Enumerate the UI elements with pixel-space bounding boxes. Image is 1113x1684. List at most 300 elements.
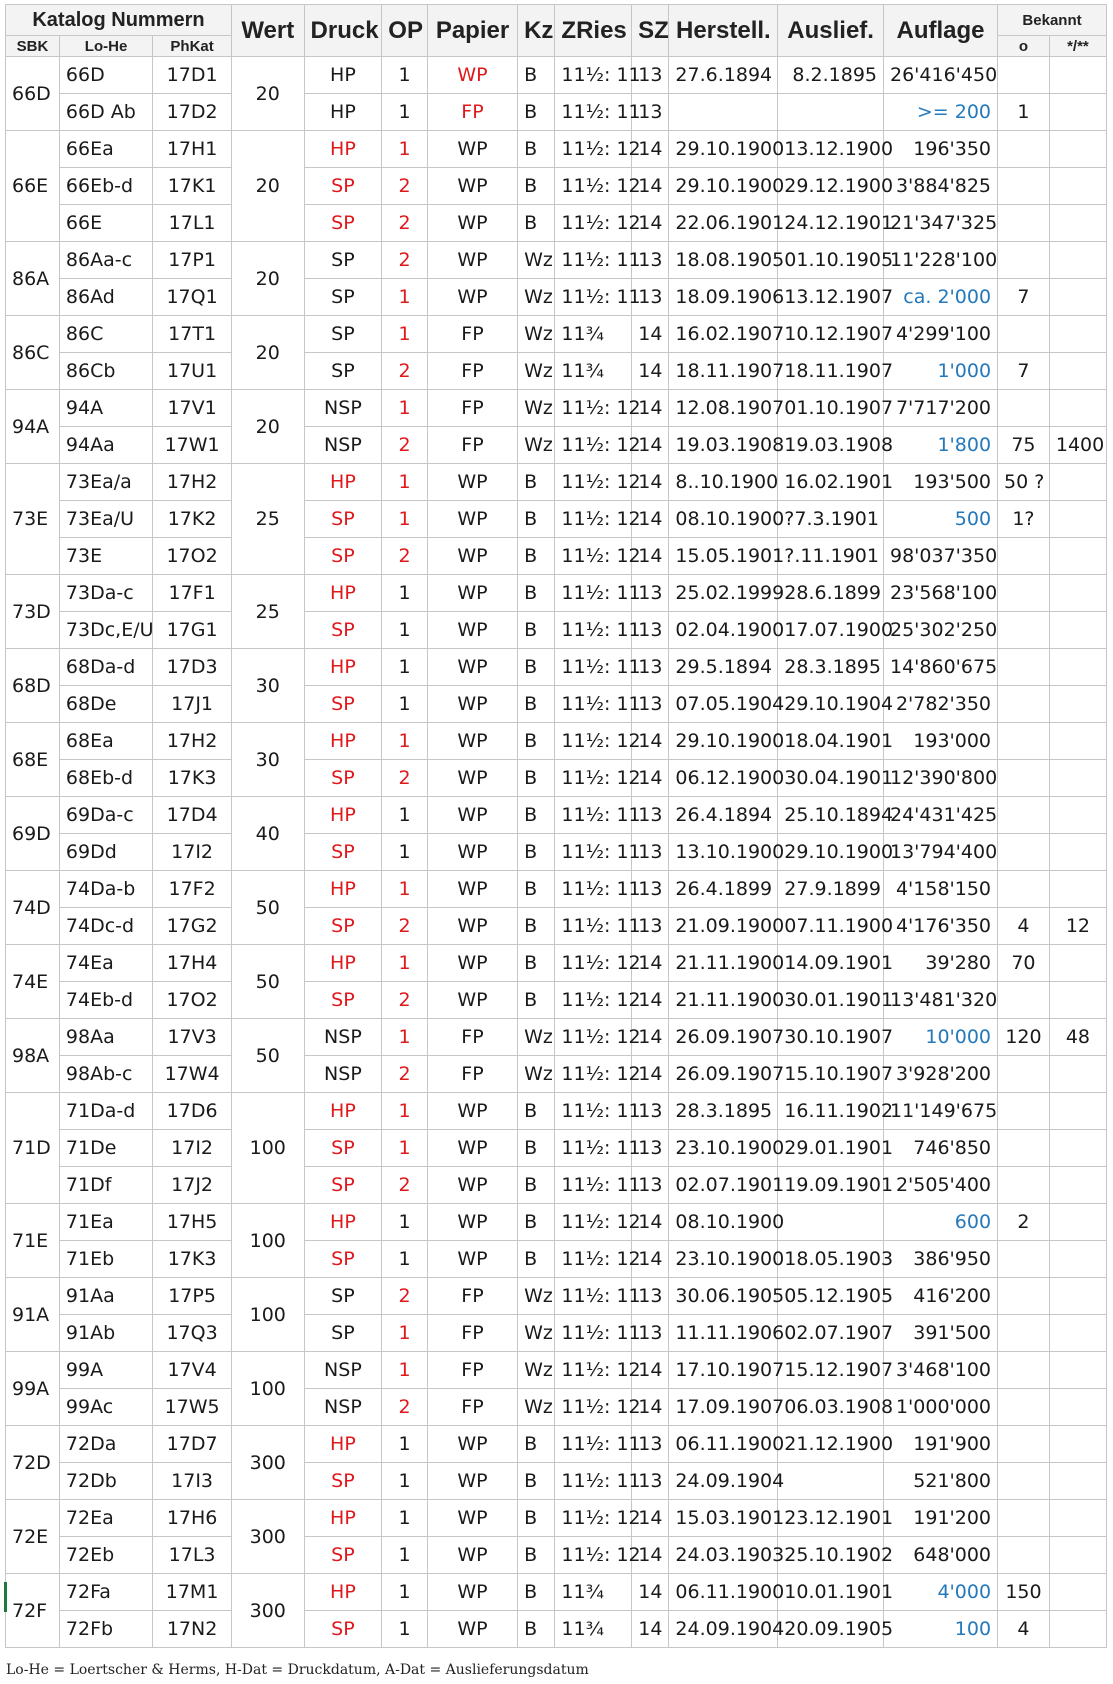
- papier-cell: WP: [427, 612, 517, 649]
- kz-cell: B: [518, 834, 555, 871]
- sz-cell: 14: [632, 1241, 669, 1278]
- kz-cell: B: [518, 1204, 555, 1241]
- wert-cell: 50: [231, 1019, 304, 1093]
- lohe-cell: 86Aa-c: [59, 242, 152, 279]
- bekannt-cell: 4: [998, 908, 1050, 945]
- bekannt-cell: 1?: [998, 501, 1050, 538]
- kz-cell: Wz: [518, 279, 555, 316]
- auslief-cell: 18.05.1903: [778, 1241, 884, 1278]
- kz-cell: B: [518, 723, 555, 760]
- wert-cell: 20: [231, 57, 304, 131]
- herstell-cell: 25.02.1999: [669, 575, 778, 612]
- sbk-cell: 71D: [6, 1093, 60, 1204]
- druck-cell: SP: [304, 1611, 382, 1648]
- table-row: [6, 1167, 1107, 1204]
- bekannt-cell: [998, 1130, 1050, 1167]
- druck-cell: SP: [304, 1537, 382, 1574]
- lohe-cell: 68De: [59, 686, 152, 723]
- op-cell: 1: [382, 1537, 428, 1574]
- stars-cell: [1049, 686, 1106, 723]
- sz-cell: 14: [632, 760, 669, 797]
- table-row: [6, 908, 1107, 945]
- druck-cell: SP: [304, 908, 382, 945]
- druck-cell: NSP: [304, 1056, 382, 1093]
- op-cell: 1: [382, 131, 428, 168]
- auslief-cell: 30.01.1901: [778, 982, 884, 1019]
- herstell-cell: 8..10.1900: [669, 464, 778, 501]
- auslief-cell: 02.07.1907: [778, 1315, 884, 1352]
- sbk-header: SBK: [6, 36, 60, 57]
- zries-cell: 11½: 12: [555, 1204, 632, 1241]
- sz-cell: 14: [632, 1056, 669, 1093]
- zries-cell: 11½: 11: [555, 1426, 632, 1463]
- druck-cell: SP: [304, 205, 382, 242]
- zries-cell: 11½: 12: [555, 464, 632, 501]
- herstell-cell: 21.11.1900: [669, 945, 778, 982]
- kz-cell: B: [518, 649, 555, 686]
- sz-cell: 14: [632, 464, 669, 501]
- bekannt-cell: [998, 1315, 1050, 1352]
- lohe-cell: 72Eb: [59, 1537, 152, 1574]
- sbk-cell: 86A: [6, 242, 60, 316]
- herstell-cell: 29.10.1900: [669, 131, 778, 168]
- auslief-cell: 07.11.1900: [778, 908, 884, 945]
- papier-cell: WP: [427, 168, 517, 205]
- table-row: [6, 427, 1107, 464]
- phkat-cell: 17H5: [153, 1204, 232, 1241]
- zries-cell: 11½: 11: [555, 1278, 632, 1315]
- sbk-cell: 66D: [6, 57, 60, 131]
- bekannt-cell: [998, 316, 1050, 353]
- papier-cell: WP: [427, 1093, 517, 1130]
- sz-cell: 13: [632, 908, 669, 945]
- lohe-cell: 72Db: [59, 1463, 152, 1500]
- phkat-cell: 17V4: [153, 1352, 232, 1389]
- auflage-cell: 1'800: [884, 427, 998, 464]
- zries-cell: 11½: 11: [555, 686, 632, 723]
- stars-cell: [1049, 464, 1106, 501]
- kz-cell: Wz: [518, 390, 555, 427]
- auslief-cell: 25.10.1894: [778, 797, 884, 834]
- druck-cell: NSP: [304, 427, 382, 464]
- papier-cell: FP: [427, 1019, 517, 1056]
- bekannt-cell: [998, 205, 1050, 242]
- stars-cell: [1049, 1352, 1106, 1389]
- auflage-cell: 11'149'675: [884, 1093, 998, 1130]
- sbk-cell: 66E: [6, 131, 60, 242]
- zries-header: ZRies: [555, 5, 632, 57]
- sz-cell: 14: [632, 1389, 669, 1426]
- op-cell: 2: [382, 1056, 428, 1093]
- phkat-cell: 17L3: [153, 1537, 232, 1574]
- herstell-cell: 26.4.1899: [669, 871, 778, 908]
- kz-cell: B: [518, 1167, 555, 1204]
- wert-cell: 300: [231, 1574, 304, 1648]
- kz-cell: B: [518, 612, 555, 649]
- papier-cell: FP: [427, 353, 517, 390]
- phkat-cell: 17F1: [153, 575, 232, 612]
- auslief-cell: 19.03.1908: [778, 427, 884, 464]
- druck-cell: NSP: [304, 1019, 382, 1056]
- lohe-cell: 94A: [59, 390, 152, 427]
- auflage-cell: 386'950: [884, 1241, 998, 1278]
- bekannt-cell: 120: [998, 1019, 1050, 1056]
- lohe-cell: 73Da-c: [59, 575, 152, 612]
- druck-cell: NSP: [304, 1352, 382, 1389]
- lohe-cell: 66E: [59, 205, 152, 242]
- auflage-cell: 3'928'200: [884, 1056, 998, 1093]
- bekannt-cell: 7: [998, 279, 1050, 316]
- table-row: [6, 1537, 1107, 1574]
- phkat-cell: 17Q3: [153, 1315, 232, 1352]
- druck-header: Druck: [304, 5, 382, 57]
- table-row: [6, 57, 1107, 94]
- lohe-cell: 99A: [59, 1352, 152, 1389]
- sz-cell: 13: [632, 871, 669, 908]
- table-row: [6, 575, 1107, 612]
- papier-cell: FP: [427, 427, 517, 464]
- papier-cell: WP: [427, 797, 517, 834]
- table-row: [6, 1352, 1107, 1389]
- sz-cell: 14: [632, 353, 669, 390]
- sz-cell: 14: [632, 1204, 669, 1241]
- zries-cell: 11½: 12: [555, 1500, 632, 1537]
- bekannt-cell: 150: [998, 1574, 1050, 1611]
- auflage-cell: 193'000: [884, 723, 998, 760]
- sz-cell: 14: [632, 390, 669, 427]
- auflage-cell: 500: [884, 501, 998, 538]
- zries-cell: 11½: 11: [555, 1463, 632, 1500]
- auslief-cell: 01.10.1905: [778, 242, 884, 279]
- bekannt-cell: [998, 1167, 1050, 1204]
- auflage-cell: >= 200: [884, 94, 998, 131]
- sbk-cell: 68E: [6, 723, 60, 797]
- phkat-cell: 17H2: [153, 464, 232, 501]
- auflage-cell: 39'280: [884, 945, 998, 982]
- op-cell: 2: [382, 1389, 428, 1426]
- stars-cell: [1049, 945, 1106, 982]
- zries-cell: 11½: 12: [555, 168, 632, 205]
- papier-cell: WP: [427, 1611, 517, 1648]
- table-row: [6, 797, 1107, 834]
- auflage-cell: 98'037'350: [884, 538, 998, 575]
- sz-cell: 14: [632, 723, 669, 760]
- herstell-cell: 15.05.1901: [669, 538, 778, 575]
- lohe-cell: 68Ea: [59, 723, 152, 760]
- druck-cell: HP: [304, 94, 382, 131]
- herstell-cell: 23.10.1900: [669, 1130, 778, 1167]
- op-cell: 2: [382, 982, 428, 1019]
- op-cell: 2: [382, 760, 428, 797]
- phkat-cell: 17V1: [153, 390, 232, 427]
- op-cell: 1: [382, 834, 428, 871]
- table-row: [6, 1500, 1107, 1537]
- phkat-cell: 17I2: [153, 834, 232, 871]
- auslief-cell: 20.09.1905: [778, 1611, 884, 1648]
- auflage-cell: 191'200: [884, 1500, 998, 1537]
- lohe-cell: 71De: [59, 1130, 152, 1167]
- auslief-cell: 29.01.1901: [778, 1130, 884, 1167]
- sbk-cell: 86C: [6, 316, 60, 390]
- table-row: [6, 131, 1107, 168]
- wert-header: Wert: [231, 5, 304, 57]
- zries-cell: 11½: 12: [555, 501, 632, 538]
- papier-cell: WP: [427, 834, 517, 871]
- stars-cell: [1049, 1315, 1106, 1352]
- wert-cell: 300: [231, 1426, 304, 1500]
- auflage-cell: 10'000: [884, 1019, 998, 1056]
- phkat-cell: 17H4: [153, 945, 232, 982]
- bekannt-cell: [998, 575, 1050, 612]
- sz-cell: 13: [632, 279, 669, 316]
- bekannt-cell: [998, 723, 1050, 760]
- sbk-cell: 72F: [6, 1574, 60, 1648]
- auflage-cell: 4'299'100: [884, 316, 998, 353]
- op-cell: 1: [382, 575, 428, 612]
- phkat-cell: 17Q1: [153, 279, 232, 316]
- table-row: [6, 1056, 1107, 1093]
- auflage-cell: 521'800: [884, 1463, 998, 1500]
- papier-cell: WP: [427, 575, 517, 612]
- op-cell: 1: [382, 1019, 428, 1056]
- table-row: [6, 1574, 1107, 1611]
- sz-cell: 14: [632, 1500, 669, 1537]
- lohe-cell: 69Dd: [59, 834, 152, 871]
- papier-header: Papier: [427, 5, 517, 57]
- lohe-cell: 74Dc-d: [59, 908, 152, 945]
- phkat-cell: 17J1: [153, 686, 232, 723]
- wert-cell: 50: [231, 945, 304, 1019]
- herstell-header: Herstell.: [669, 5, 778, 57]
- bekannt-o-header: o: [998, 36, 1050, 57]
- phkat-header: PhKat: [153, 36, 232, 57]
- sz-cell: 14: [632, 1574, 669, 1611]
- op-cell: 1: [382, 279, 428, 316]
- op-cell: 2: [382, 538, 428, 575]
- papier-cell: WP: [427, 538, 517, 575]
- op-cell: 1: [382, 871, 428, 908]
- wert-cell: 40: [231, 797, 304, 871]
- zries-cell: 11½: 11: [555, 908, 632, 945]
- papier-cell: WP: [427, 57, 517, 94]
- op-cell: 1: [382, 390, 428, 427]
- papier-cell: WP: [427, 1204, 517, 1241]
- papier-cell: WP: [427, 1537, 517, 1574]
- wert-cell: 25: [231, 464, 304, 575]
- op-cell: 2: [382, 353, 428, 390]
- table-row: [6, 982, 1107, 1019]
- stars-cell: [1049, 871, 1106, 908]
- druck-cell: SP: [304, 1167, 382, 1204]
- auflage-cell: 193'500: [884, 464, 998, 501]
- auslief-cell: 27.9.1899: [778, 871, 884, 908]
- herstell-cell: 22.06.1901: [669, 205, 778, 242]
- lohe-cell: 74Eb-d: [59, 982, 152, 1019]
- sz-cell: 13: [632, 1130, 669, 1167]
- zries-cell: 11½: 11: [555, 871, 632, 908]
- druck-cell: HP: [304, 464, 382, 501]
- auslief-cell: ?.11.1901: [778, 538, 884, 575]
- op-cell: 1: [382, 1463, 428, 1500]
- wert-cell: 20: [231, 390, 304, 464]
- stars-cell: [1049, 279, 1106, 316]
- kz-cell: B: [518, 908, 555, 945]
- lohe-cell: 72Ea: [59, 1500, 152, 1537]
- stars-cell: [1049, 168, 1106, 205]
- sz-cell: 13: [632, 649, 669, 686]
- auflage-cell: 24'431'425: [884, 797, 998, 834]
- phkat-cell: 17V3: [153, 1019, 232, 1056]
- auflage-cell: 2'505'400: [884, 1167, 998, 1204]
- auflage-cell: 3'884'825: [884, 168, 998, 205]
- stars-header: */**: [1049, 36, 1106, 57]
- kz-cell: B: [518, 760, 555, 797]
- auslief-cell: 16.11.1902: [778, 1093, 884, 1130]
- bekannt-cell: [998, 1537, 1050, 1574]
- phkat-cell: 17L1: [153, 205, 232, 242]
- kz-cell: B: [518, 1537, 555, 1574]
- stars-cell: [1049, 1500, 1106, 1537]
- druck-cell: SP: [304, 612, 382, 649]
- stars-cell: [1049, 1574, 1106, 1611]
- auflage-cell: 13'794'400: [884, 834, 998, 871]
- sz-cell: 14: [632, 205, 669, 242]
- sbk-cell: 91A: [6, 1278, 60, 1352]
- herstell-cell: 02.04.1900: [669, 612, 778, 649]
- phkat-cell: 17W1: [153, 427, 232, 464]
- zries-cell: 11½: 12: [555, 390, 632, 427]
- auslief-cell: 14.09.1901: [778, 945, 884, 982]
- auslief-cell: 28.6.1899: [778, 575, 884, 612]
- kz-cell: B: [518, 94, 555, 131]
- kz-cell: B: [518, 1093, 555, 1130]
- auslief-cell: [778, 1463, 884, 1500]
- phkat-cell: 17K2: [153, 501, 232, 538]
- lohe-cell: 72Fa: [59, 1574, 152, 1611]
- wert-cell: 100: [231, 1204, 304, 1278]
- op-cell: 2: [382, 1278, 428, 1315]
- stars-cell: [1049, 94, 1106, 131]
- bekannt-cell: [998, 686, 1050, 723]
- auslief-cell: 18.11.1907: [778, 353, 884, 390]
- druck-cell: SP: [304, 834, 382, 871]
- wert-cell: 20: [231, 131, 304, 242]
- table-row: [6, 723, 1107, 760]
- op-cell: 2: [382, 1167, 428, 1204]
- table-row: [6, 686, 1107, 723]
- sz-cell: 14: [632, 1537, 669, 1574]
- herstell-cell: 21.11.1900: [669, 982, 778, 1019]
- stars-cell: [1049, 723, 1106, 760]
- herstell-cell: 23.10.1900: [669, 1241, 778, 1278]
- auslief-cell: 29.10.1904: [778, 686, 884, 723]
- stars-cell: [1049, 501, 1106, 538]
- kz-header: Kz: [518, 5, 555, 57]
- herstell-cell: 11.11.1906: [669, 1315, 778, 1352]
- lohe-cell: 73Dc,E/U: [59, 612, 152, 649]
- druck-cell: SP: [304, 1315, 382, 1352]
- auslief-cell: 10.01.1901: [778, 1574, 884, 1611]
- kz-cell: Wz: [518, 242, 555, 279]
- op-cell: 1: [382, 1093, 428, 1130]
- auflage-cell: 14'860'675: [884, 649, 998, 686]
- kz-cell: Wz: [518, 1056, 555, 1093]
- catalog-numbers-header: Katalog Nummern: [6, 5, 232, 36]
- papier-cell: FP: [427, 316, 517, 353]
- kz-cell: B: [518, 1574, 555, 1611]
- wert-cell: 300: [231, 1500, 304, 1574]
- table-row: [6, 612, 1107, 649]
- bekannt-cell: [998, 1278, 1050, 1315]
- table-row: [6, 871, 1107, 908]
- bekannt-header: Bekannt: [998, 5, 1107, 36]
- stars-cell: 48: [1049, 1019, 1106, 1056]
- auslief-cell: 18.04.1901: [778, 723, 884, 760]
- lohe-header: Lo-He: [59, 36, 152, 57]
- sbk-cell: 74D: [6, 871, 60, 945]
- herstell-cell: 26.09.1907: [669, 1019, 778, 1056]
- sz-cell: 14: [632, 1019, 669, 1056]
- papier-cell: WP: [427, 1426, 517, 1463]
- herstell-cell: 08.10.1900: [669, 501, 778, 538]
- druck-cell: SP: [304, 982, 382, 1019]
- phkat-cell: 17K3: [153, 760, 232, 797]
- herstell-cell: 28.3.1895: [669, 1093, 778, 1130]
- zries-cell: 11½: 11: [555, 649, 632, 686]
- stars-cell: [1049, 982, 1106, 1019]
- bekannt-cell: [998, 871, 1050, 908]
- op-cell: 2: [382, 908, 428, 945]
- row-marker: [4, 1582, 7, 1612]
- papier-cell: WP: [427, 945, 517, 982]
- wert-cell: 100: [231, 1278, 304, 1352]
- druck-cell: SP: [304, 686, 382, 723]
- auslief-cell: 25.10.1902: [778, 1537, 884, 1574]
- sz-cell: 13: [632, 1167, 669, 1204]
- druck-cell: HP: [304, 575, 382, 612]
- druck-cell: HP: [304, 871, 382, 908]
- stars-cell: [1049, 205, 1106, 242]
- zries-cell: 11½: 11: [555, 1130, 632, 1167]
- sz-cell: 13: [632, 797, 669, 834]
- phkat-cell: 17W5: [153, 1389, 232, 1426]
- phkat-cell: 17D6: [153, 1093, 232, 1130]
- auflage-cell: 416'200: [884, 1278, 998, 1315]
- kz-cell: B: [518, 1500, 555, 1537]
- table-row: [6, 390, 1107, 427]
- zries-cell: 11½: 12: [555, 427, 632, 464]
- herstell-cell: 06.11.1900: [669, 1574, 778, 1611]
- sz-cell: 13: [632, 686, 669, 723]
- lohe-cell: 73Ea/U: [59, 501, 152, 538]
- bekannt-cell: [998, 797, 1050, 834]
- bekannt-cell: [998, 1463, 1050, 1500]
- zries-cell: 11½: 12: [555, 1537, 632, 1574]
- phkat-cell: 17P1: [153, 242, 232, 279]
- druck-cell: HP: [304, 131, 382, 168]
- lohe-cell: 66D: [59, 57, 152, 94]
- sz-cell: 14: [632, 1611, 669, 1648]
- table-row: [6, 1241, 1107, 1278]
- auslief-cell: 19.09.1901: [778, 1167, 884, 1204]
- herstell-cell: 18.11.1907: [669, 353, 778, 390]
- table-row: [6, 945, 1107, 982]
- zries-cell: 11½: 11: [555, 242, 632, 279]
- papier-cell: FP: [427, 1389, 517, 1426]
- auflage-cell: 23'568'100: [884, 575, 998, 612]
- footnote: Lo-He = Loertscher & Herms, H-Dat = Druckdatum, A-Dat = Auslieferungsdatum: [6, 1662, 589, 1678]
- stars-cell: [1049, 797, 1106, 834]
